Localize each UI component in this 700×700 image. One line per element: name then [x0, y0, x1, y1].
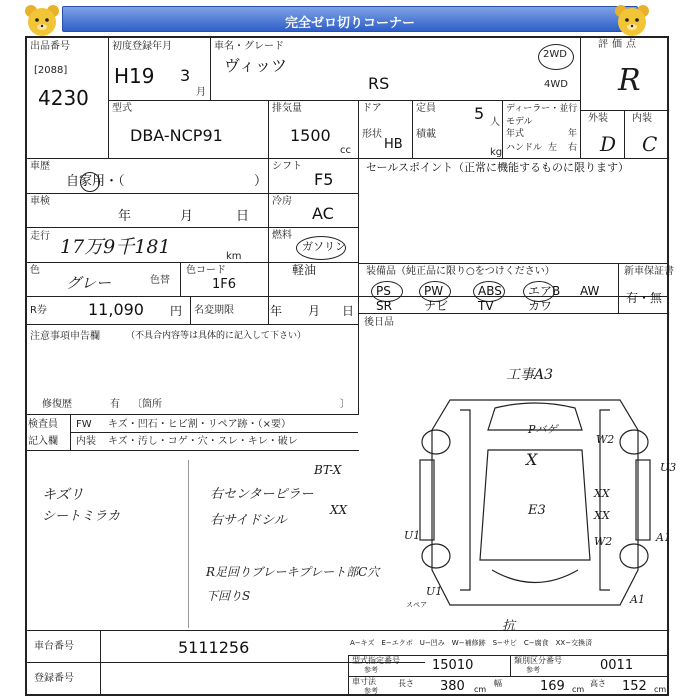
- registration-era: H19: [114, 64, 155, 88]
- score-int: C: [642, 132, 658, 156]
- equipment-item: ナビ: [424, 299, 449, 313]
- dims-len-label: 長さ: [398, 679, 414, 688]
- score-ext: D: [600, 132, 617, 156]
- expiry-month: 月: [308, 304, 321, 318]
- dims-hgt-label: 高さ: [590, 679, 606, 688]
- registration-label: 初度登録年月: [112, 41, 172, 52]
- model-label: 型式: [112, 103, 132, 114]
- inspector-fw-items: キズ・凹石・ヒビ割・リペア跡・（×要）: [108, 419, 291, 430]
- expiry-day: 日: [342, 304, 355, 318]
- lot-number: 4230: [38, 86, 89, 110]
- registration-month-unit: 月: [196, 87, 206, 98]
- diagram-roof-note: E3: [528, 503, 546, 518]
- history-close: ）: [254, 174, 268, 189]
- warranty-label: 新車保証書: [624, 266, 674, 277]
- note-mid2: 右サイドシル: [210, 513, 287, 528]
- diagram-spare: スペア: [406, 601, 427, 609]
- score-ext-label: 外装: [588, 113, 608, 124]
- color-value: グレー: [66, 274, 112, 292]
- classno-label2: 参考: [526, 666, 540, 674]
- repair-label: 修復歴: [42, 399, 72, 410]
- expiry-label: 名変期限: [194, 305, 234, 316]
- dims-wid-label: 幅: [494, 679, 502, 688]
- color-code-label: 色コード: [186, 265, 226, 276]
- equipment-item: ABS: [478, 284, 502, 298]
- inspector-in-items: キズ・汚し・コゲ・穴・スレ・キレ・破レ: [108, 436, 298, 447]
- shift-label: シフト: [272, 161, 302, 172]
- aircon-value: AC: [312, 204, 334, 223]
- dims-label2: 参考: [364, 687, 378, 695]
- equipment-item: AW: [580, 284, 600, 298]
- typeno-value: 15010: [432, 658, 474, 673]
- expiry-year: 年: [270, 304, 283, 318]
- chassis-label: 車台番号: [34, 641, 74, 652]
- car-label: 車名・グレード: [214, 41, 284, 52]
- fuel-gas: ガソリン: [302, 240, 346, 253]
- shift-value: F5: [314, 170, 334, 189]
- dims-len-unit: cm: [474, 685, 487, 694]
- dealer-line1: ディーラー・並行: [506, 104, 578, 114]
- lot-sub: [2088]: [34, 65, 68, 76]
- doors-shape-label: 形状: [362, 129, 382, 140]
- dims-hgt: 152: [622, 679, 647, 694]
- repair-close: 〕: [340, 399, 350, 410]
- dims-wid: 169: [540, 679, 565, 694]
- score-overall: R: [618, 63, 641, 98]
- diagram-u1b: U1: [426, 585, 443, 598]
- sales-label: セールスポイント（正常に機能するものに限ります）: [366, 161, 630, 174]
- note-left1: キズリ: [42, 487, 84, 503]
- note-r1: R足回りブレーキプレート部C穴: [206, 565, 380, 579]
- dims-label: 車寸法: [352, 677, 376, 686]
- diagram-u3: U3: [660, 461, 677, 474]
- diagram-pillar-note: Pバゲ: [528, 423, 558, 436]
- registration-month: 3: [180, 66, 191, 85]
- drive-2wd: 2WD: [543, 49, 567, 60]
- plate-label: 登録番号: [34, 673, 74, 684]
- fuel-diesel: 軽油: [292, 263, 317, 277]
- capacity-load-unit: kg: [490, 147, 503, 158]
- capacity-unit: 人: [490, 117, 500, 128]
- bear-mascot-icon: [612, 2, 652, 40]
- inspector-label: 検査員: [28, 419, 58, 430]
- car-grade: RS: [368, 74, 390, 93]
- dims-hgt-unit: cm: [654, 685, 667, 694]
- doors-shape: HB: [384, 137, 403, 152]
- equipment-label: 装備品（純正品に限り○をつけください）: [366, 266, 555, 277]
- dims-wid-unit: cm: [572, 685, 585, 694]
- car-name: ヴィッツ: [224, 56, 288, 75]
- diagram-a1a: A1: [656, 531, 671, 544]
- model-value: DBA-NCP91: [130, 126, 223, 145]
- dealer-right: 右: [568, 143, 578, 153]
- equipment-item: TV: [478, 299, 494, 313]
- doors-label: ドア: [362, 103, 382, 114]
- dims-len: 380: [440, 679, 465, 694]
- notes-sub: （不具合内容等は具体的に記入して下さい）: [126, 331, 307, 341]
- repair-part: 〔箇所: [132, 399, 162, 410]
- history-value: 自家用・（: [66, 174, 125, 189]
- mileage-value: 17万9千181: [60, 236, 171, 258]
- note-r2: 下回りS: [206, 589, 251, 603]
- fuel-label: 燃料: [272, 230, 292, 241]
- diagram-top-note: 工事A3: [506, 367, 554, 383]
- mileage-label: 走行: [30, 231, 50, 242]
- mileage-unit: km: [226, 251, 242, 262]
- inspector-in: 内装: [76, 436, 96, 447]
- typeno-label2: 参考: [364, 666, 378, 674]
- capacity-value: 5: [474, 104, 485, 123]
- displacement-unit: cc: [340, 145, 351, 156]
- diagram-u1a: U1: [404, 529, 421, 542]
- dealer-left: 左: [548, 143, 558, 153]
- diagram-xx2: XX: [594, 509, 610, 522]
- repair-value: 有: [110, 399, 120, 410]
- warranty-value: 有・無: [626, 291, 663, 305]
- recycle-unit: 円: [170, 304, 183, 318]
- dealer-line4: ハンドル: [506, 143, 543, 153]
- recycle-label: R券: [30, 305, 47, 316]
- capacity-label: 定員: [416, 103, 436, 114]
- color-change-label: 色替: [150, 275, 170, 286]
- history-label: 車歴: [30, 161, 50, 172]
- corner-banner: [62, 6, 638, 32]
- typeno-label: 型式指定番号: [352, 656, 400, 665]
- inspection-day: 日: [236, 209, 250, 224]
- diagram-xx1: XX: [594, 487, 610, 500]
- capacity-load-label: 積載: [416, 129, 436, 140]
- equipment-item: PW: [424, 284, 444, 298]
- dealer-line3-unit: 年: [568, 129, 578, 139]
- score-label: 評価点: [598, 39, 640, 50]
- diagram-x-mark: X: [526, 450, 538, 469]
- inspection-year: 年: [118, 209, 132, 224]
- score-int-label: 内装: [632, 113, 652, 124]
- classno-label: 類別区分番号: [514, 656, 562, 665]
- equipment-item: カワ: [528, 299, 553, 313]
- displacement-label: 排気量: [272, 103, 302, 114]
- chassis-value: 5111256: [178, 638, 250, 657]
- inspection-label: 車検: [30, 196, 50, 207]
- inspection-month: 月: [180, 209, 194, 224]
- dealer-line2: モデル: [506, 117, 533, 127]
- equipment-item: エアB: [528, 284, 561, 298]
- note-left2: シートミラカ: [42, 509, 121, 524]
- remarks-label: 後日品: [364, 317, 394, 328]
- color-code: 1F6: [212, 277, 237, 292]
- lot-label: 出品番号: [30, 41, 70, 52]
- dealer-line3: 年式: [506, 129, 525, 139]
- diagram-a1b: A1: [630, 593, 645, 606]
- equipment-item: SR: [376, 299, 392, 313]
- diagram-w2a: W2: [596, 433, 615, 446]
- recycle-value: 11,090: [88, 300, 144, 319]
- banner-title: 完全ゼロ切りコーナー: [284, 16, 415, 31]
- diagram-bottom-note: 抗: [502, 619, 516, 634]
- equipment-item: PS: [376, 284, 391, 298]
- notes-label: 注意事項申告欄: [30, 331, 100, 342]
- note-btx: BT-X: [314, 463, 342, 477]
- aircon-label: 冷房: [272, 196, 292, 207]
- displacement-value: 1500: [290, 126, 331, 145]
- classno-value: 0011: [600, 658, 634, 673]
- diagram-w2b: W2: [594, 535, 613, 548]
- note-mid-xx: XX: [330, 503, 348, 517]
- inspector-label2: 記入欄: [28, 436, 58, 447]
- inspector-fw: FW: [76, 419, 92, 430]
- note-mid1: 右センターピラー: [210, 487, 314, 502]
- damage-legend: A−キズ E−エクボ U−凹み W−補修跡 S−サビ C−腐食 XX−交換済: [350, 639, 593, 647]
- color-label: 色: [30, 265, 40, 276]
- bear-mascot-icon: [22, 2, 62, 40]
- drive-4wd: 4WD: [544, 79, 568, 90]
